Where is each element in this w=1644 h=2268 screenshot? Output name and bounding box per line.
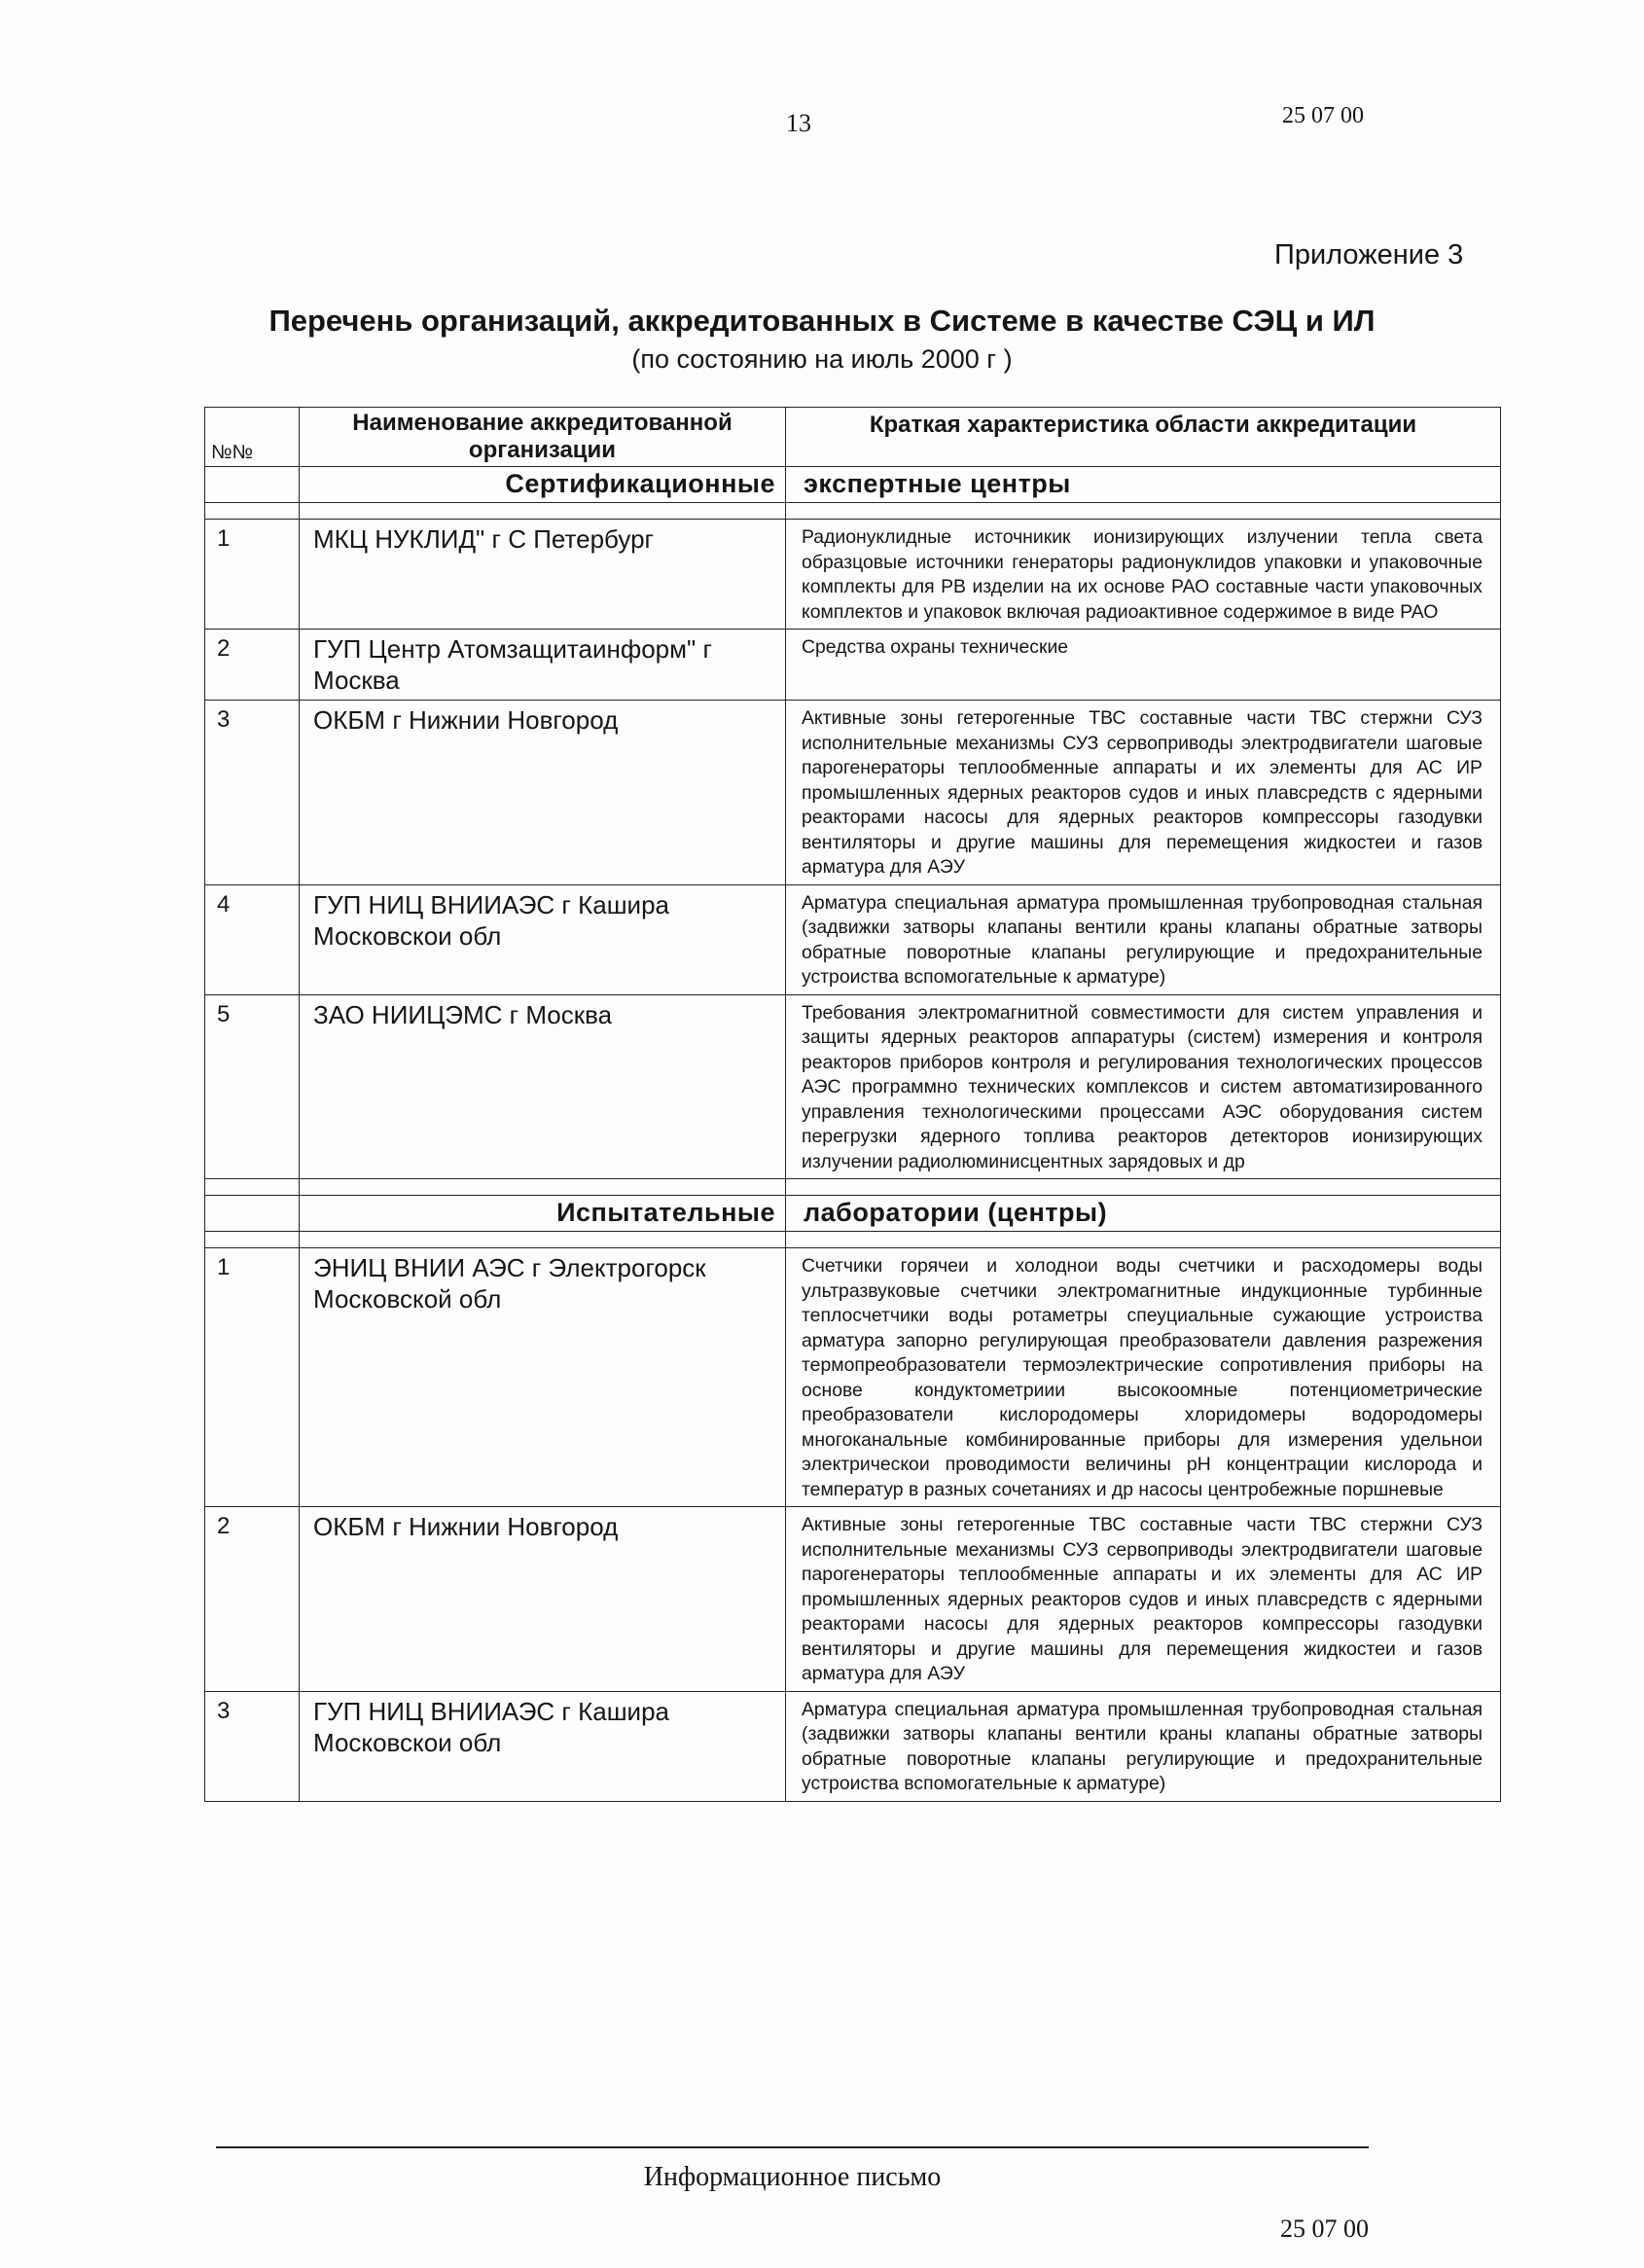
row-number: 3: [205, 1691, 300, 1801]
spacer-row: [205, 1232, 1501, 1248]
section-header-empty: [205, 467, 300, 503]
header-date: 25 07 00: [1282, 103, 1364, 128]
spacer-cell: [786, 1179, 1501, 1196]
column-header-name: [300, 408, 786, 467]
row-number: 2: [205, 1507, 300, 1692]
row-number: 2: [205, 630, 300, 701]
table-header-row: [205, 408, 1501, 467]
organization-name: ОКБМ г Нижнии Новгород: [300, 1507, 786, 1692]
row-number: 3: [205, 701, 300, 885]
spacer-row: [205, 1179, 1501, 1196]
spacer-cell: [300, 1179, 786, 1196]
footer-date: 25 07 00: [1280, 2214, 1369, 2243]
row-number: 1: [205, 520, 300, 630]
appendix-label: Приложение 3: [1274, 239, 1464, 270]
table-row: [205, 1507, 1501, 1692]
document-title: Перечень организаций, аккредитованных в Системе в качестве СЭЦ и ИЛ: [268, 304, 1376, 338]
spacer-cell: [205, 503, 300, 520]
table-row: [205, 994, 1501, 1179]
document-subtitle: (по состоянию на июль 2000 г ): [631, 344, 1013, 374]
accreditation-scope: Радионуклидные источникик ионизирующих излучении тепла света образцовые источники генераторы радионуклидов упаковки и упаковочные комплекты для РВ изделии на их основе РАО составные части упаковочных комплектов и упаковок включая радиоактивное содержимое в виде РАО: [786, 520, 1501, 630]
row-number: 5: [205, 994, 300, 1179]
spacer-row: [205, 503, 1501, 520]
section-title-left: Сертификационные: [300, 467, 786, 503]
spacer-cell: [205, 1232, 300, 1248]
section-header-row: [205, 467, 1501, 503]
spacer-cell: [205, 1179, 300, 1196]
column-header-name-line2: организации: [468, 437, 617, 463]
spacer-cell: [786, 503, 1501, 520]
table-row: [205, 630, 1501, 701]
section-title-right: лаборатории (центры): [786, 1196, 1501, 1232]
footer-label: Информационное письмо: [643, 2162, 942, 2192]
accreditation-scope: Средства охраны технические: [786, 630, 1501, 701]
accreditation-scope: Активные зоны гетерогенные ТВС составные части ТВС стержни СУЗ исполнительные механизмы СУЗ сервоприводы электродвигатели шаговые парогенераторы теплообменные аппараты и их элементы для АС ИР промышленных ядерных реакторов судов и иных плавсредств с ядерными реакторами насосы для ядерных реакторов компрессоры газодувки вентиляторы и другие машины для перемещения жидкостеи и газов арматура для АЭУ: [786, 1507, 1501, 1692]
organization-name: ОКБМ г Нижнии Новгород: [300, 701, 786, 885]
section-title-right: экспертные центры: [786, 467, 1501, 503]
table-row: [205, 701, 1501, 885]
organization-name: ГУП НИЦ ВНИИАЭС г Кашира Московскои обл: [300, 884, 786, 994]
spacer-cell: [786, 1232, 1501, 1248]
table-row: [205, 1691, 1501, 1801]
organization-name: ГУП Центр Атомзащитаинформ" г Москва: [300, 630, 786, 701]
accreditation-scope: Требования электромагнитной совместимости для систем управления и защиты ядерных реакторов аппаратуры (систем) измерения и контроля реакторов приборов контроля и регулирования технологических процессов АЭС программно технических комплексов и систем автоматизированного управления технологическими процессами АЭС оборудования систем перегрузки ядерного топлива реакторов детекторов ионизирующих излучении радиолюминисцентных зарядовых и др: [786, 994, 1501, 1179]
column-header-name-line1: Наименование аккредитованной: [352, 410, 733, 436]
table-row: [205, 520, 1501, 630]
accreditation-scope: Счетчики горячеи и холоднои воды счетчики и расходомеры воды ультразвуковые счетчики электромагнитные индукционные турбинные теплосчетчики воды ротаметры спеуциальные сужающие устроиства арматура запорно регулирующая преобразователи давления разрежения термопреобразователи термоэлектрические сопротивления приборы на основе кондуктометриии высокоомные потенциометрические преобразователи кислородомеры хлоридомеры водородомеры многоканальные комбинированные приборы для измерения удельнои электрическои проводимости величины pH концентрации кислорода и температур в разных сочетаниях и др насосы центробежные поршневые: [786, 1248, 1501, 1507]
table-row: [205, 1248, 1501, 1507]
footer-rule: [216, 2146, 1369, 2148]
organization-name: ЭНИЦ ВНИИ АЭС г Электрогорск Московской обл: [300, 1248, 786, 1507]
organization-name: ЗАО НИИЦЭМС г Москва: [300, 994, 786, 1179]
table-row: [205, 884, 1501, 994]
section-title-left: Испытательные: [300, 1196, 786, 1232]
spacer-cell: [300, 503, 786, 520]
organization-name: ГУП НИЦ ВНИИАЭС г Кашира Московскои обл: [300, 1691, 786, 1801]
organization-name: МКЦ НУКЛИД" г С Петербург: [300, 520, 786, 630]
column-header-description: Краткая характеристика области аккредитации: [786, 408, 1501, 467]
accreditation-scope: Арматура специальная арматура промышленная трубопроводная стальная (задвижки затворы клапаны вентили краны клапаны обратные затворы обратные поворотные клапаны регулирующие и предохранительные устроиства вспомогательные к арматуре): [786, 884, 1501, 994]
spacer-cell: [300, 1232, 786, 1248]
section-header-row: [205, 1196, 1501, 1232]
row-number: 1: [205, 1248, 300, 1507]
accreditation-scope: Арматура специальная арматура промышленная трубопроводная стальная (задвижки затворы клапаны вентили краны клапаны обратные затворы обратные поворотные клапаны регулирующие и предохранительные устроиства вспомогательные к арматуре): [786, 1691, 1501, 1801]
page-number: 13: [786, 109, 811, 137]
accreditation-scope: Активные зоны гетерогенные ТВС составные части ТВС стержни СУЗ исполнительные механизмы СУЗ сервоприводы электродвигатели шаговые парогенераторы теплообменные аппараты и их элементы для АС ИР промышленных ядерных реакторов судов и иных плавсредств с ядерными реакторами насосы для ядерных реакторов компрессоры газодувки вентиляторы и другие машины для перемещения жидкостеи и газов арматура для АЭУ: [786, 701, 1501, 885]
section-header-empty: [205, 1196, 300, 1232]
accreditation-table: [204, 407, 1501, 1802]
column-header-number: №№: [205, 408, 300, 467]
row-number: 4: [205, 884, 300, 994]
